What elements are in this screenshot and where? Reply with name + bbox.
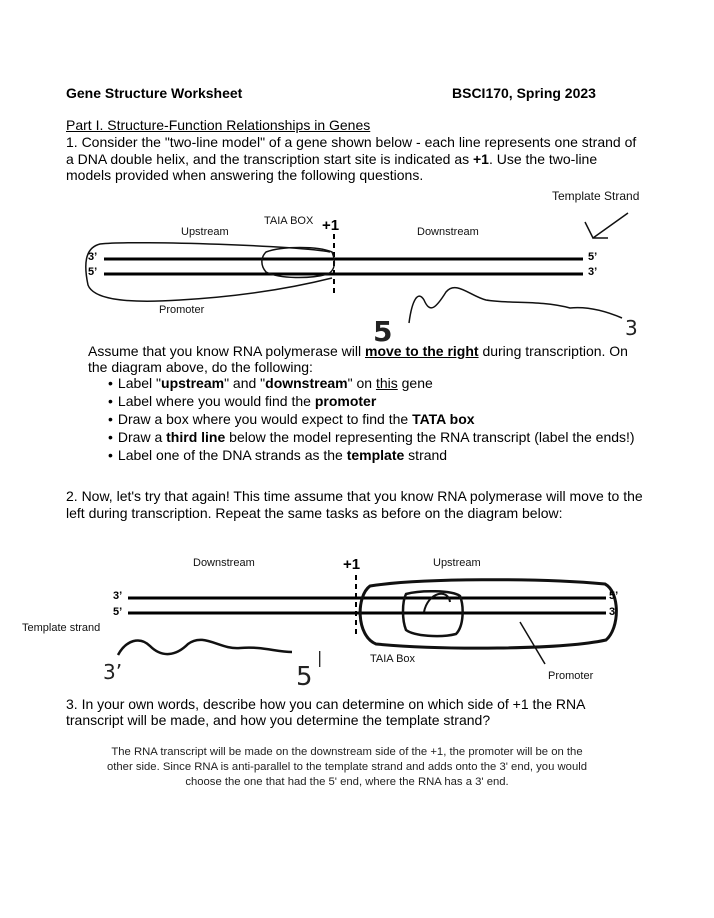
d1-promoter-label: Promoter [159,304,205,316]
instructions-line2: the diagram above, do the following: [88,359,313,375]
task-item: • Label one of the DNA strands as the template strand [108,446,635,464]
d2-upstream-label: Upstream [433,557,481,569]
d2-right-bottom-end: 3’ [609,606,619,618]
task-item: • Label where you would find the promoter [108,392,635,410]
q1-line1: 1. Consider the "two-line model" of a gene shown below - each line represents one strand of [66,134,637,150]
d2-tata-label: TAIA Box [370,653,416,665]
d1-rna-5-end: 5 [373,315,393,348]
q1-line3: models provided when answering the following questions. [66,167,424,183]
instructions-line1: Assume that you know RNA polymerase will move to the right during transcription. On [88,343,628,359]
d1-upstream-label: Upstream [181,226,229,238]
q3-line2: transcript will be made, and how you determine the template strand? [66,712,491,728]
worksheet-title: Gene Structure Worksheet [66,85,243,101]
d2-rna-5-end: 5 [296,662,313,692]
course-label: BSCI170, Spring 2023 [452,85,596,101]
d2-promoter-label: Promoter [548,670,594,682]
d1-rna-3-end: 3 [625,316,638,340]
d1-right-bottom-end: 3’ [588,266,598,278]
task-item: • Draw a third line below the model representing the RNA transcript (label the ends!) [108,428,635,446]
d2-rna-squiggle [118,640,292,655]
q3-line1: 3. In your own words, describe how you can determine on which side of +1 the RNA [66,696,586,712]
d2-promoter-arrow [520,622,545,664]
q2-line1: 2. Now, let's try that again! This time assume that you know RNA polymerase will move to the [66,488,643,504]
d1-left-top-end: 3’ [88,251,98,263]
d1-downstream-label: Downstream [417,226,479,238]
q3-answer [50,745,644,790]
d1-right-top-end: 5’ [588,251,598,263]
answer-line: The RNA transcript will be made on the downstream side of the +1, the promoter will be on the [111,746,583,758]
task-item: • Label "upstream" and "downstream" on this gene [108,374,635,392]
d1-tata-label: TAIA BOX [264,215,314,227]
answer-line: choose the one that had the 5' end, where the RNA has a 3' end. [185,776,509,788]
d2-rna-3-end: 3’ [103,660,123,684]
d2-rna-5-prime-mark: | [317,648,323,667]
part1-heading: Part I. Structure-Function Relationships in Genes [66,117,371,133]
q1-line2: a DNA double helix, and the transcription start site is indicated as +1. Use the two-line [66,151,598,167]
answer-line: other side. Since RNA is anti-parallel to the template strand and adds onto the 3' end, you would [106,761,588,773]
d2-downstream-label: Downstream [193,557,255,569]
task-item: • Draw a box where you would expect to find the TATA box [108,410,635,428]
d1-plus1-label: +1 [322,217,340,234]
d2-left-top-end: 3’ [113,590,123,602]
d1-template-strand-label: Template Strand [552,189,640,203]
d2-right-top-end: 5’ [609,590,619,602]
q2-line2: left during transcription. Repeat the same tasks as before on the diagram below: [66,505,563,521]
d2-left-bottom-end: 5’ [113,606,123,618]
d2-plus1-label: +1 [343,556,361,573]
d1-left-bottom-end: 5’ [88,266,98,278]
d2-template-strand-label: Template strand [22,622,101,634]
d2-tata-inner-loop [424,594,450,612]
